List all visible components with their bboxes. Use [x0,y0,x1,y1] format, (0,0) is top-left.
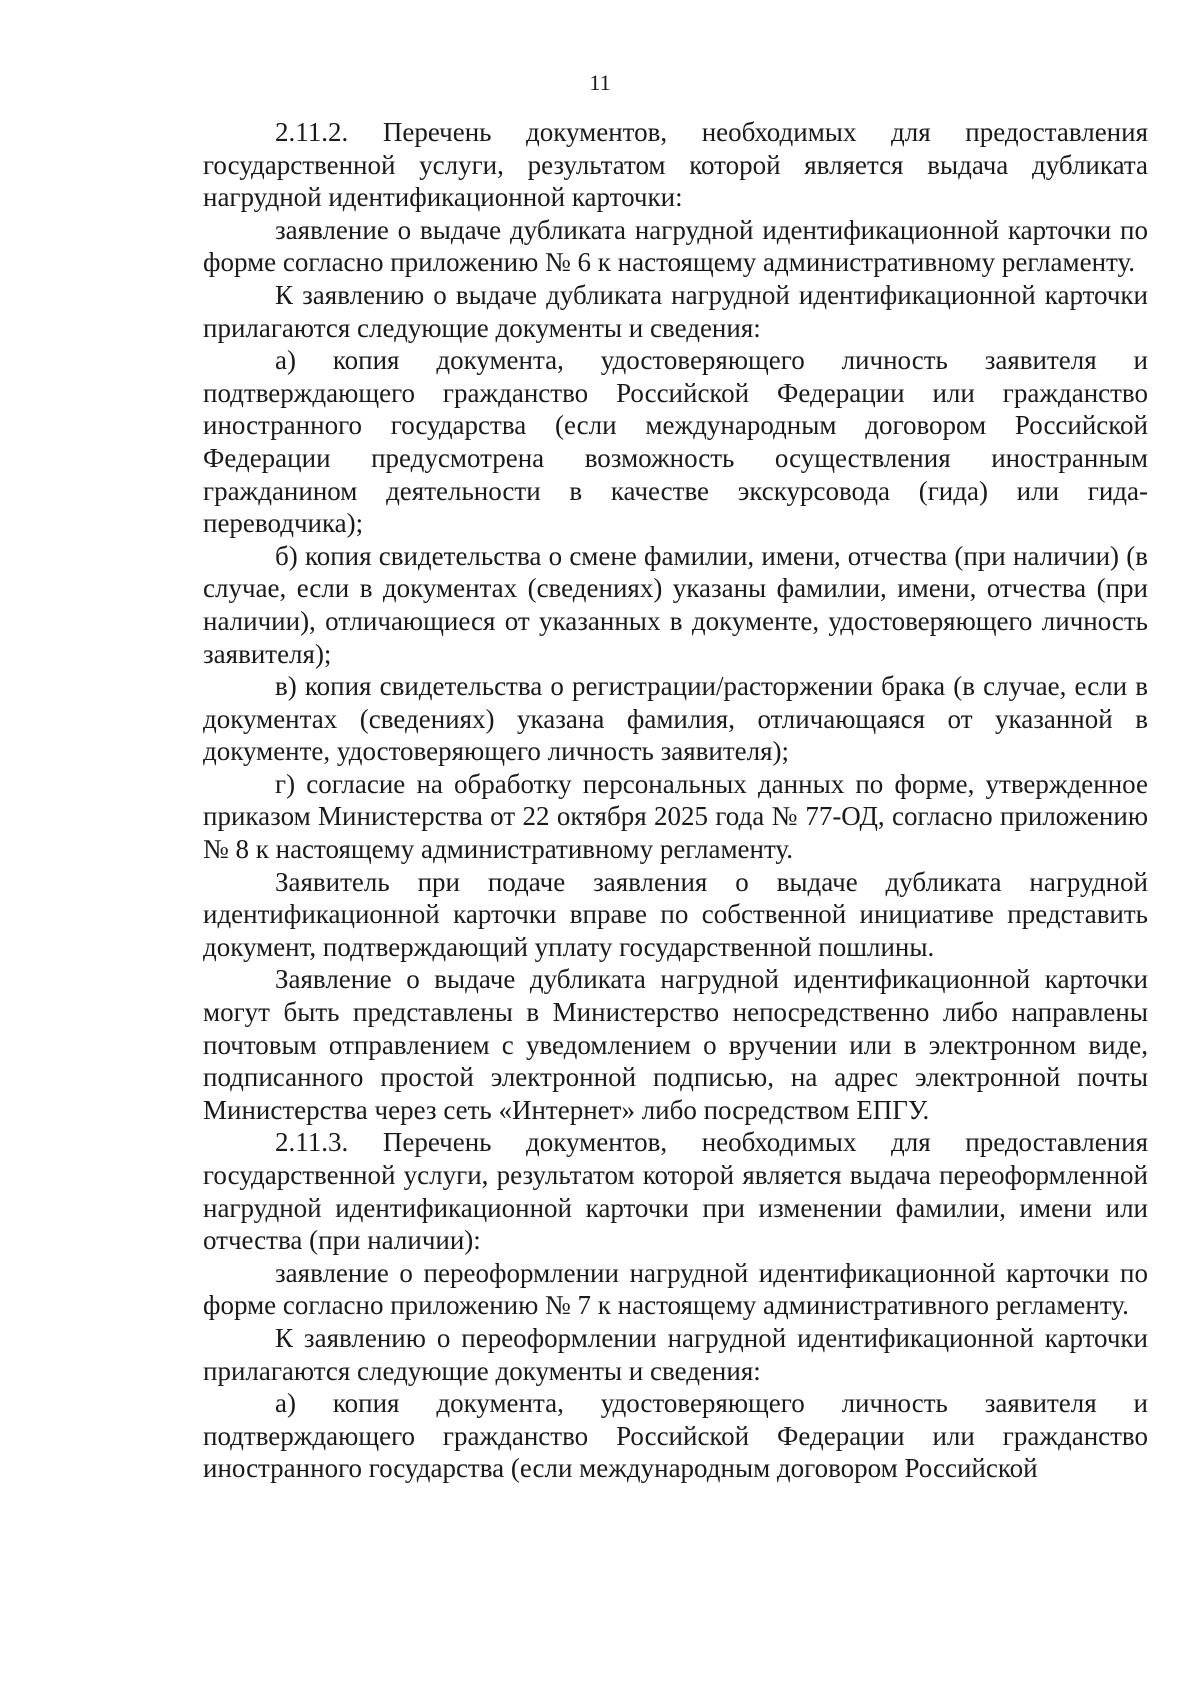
list-item-b-name-change-certificate: б) копия свидетельства о смене фамилии, имени, отчества (при наличии) (в случае, если в документах (сведениях) указаны фамилии, имени, отчества (при наличии), отличающиеся от указанных в документе, удостоверяющего личность заявителя); [203,540,1148,669]
paragraph-reissue-application: заявление о переоформлении нагрудной идентификационной карточки по форме согласно приложению № 7 к настоящему административного регламенту. [203,1257,1148,1321]
paragraph-duplicate-attachments-intro: К заявлению о выдаче дубликата нагрудной идентификационной карточки прилагаются следующие документы и сведения: [203,279,1148,343]
paragraph-reissue-attachments-intro: К заявлению о переоформлении нагрудной идентификационной карточки прилагаются следующие документы и сведения: [203,1322,1148,1386]
paragraph-2-11-2-heading: 2.11.2. Перечень документов, необходимых для предоставления государственной услуги, результатом которой является выдача дубликата нагрудной идентификационной карточки: [203,117,1148,213]
list-item-a-identity-document: а) копия документа, удостоверяющего личность заявителя и подтверждающего гражданство Российской Федерации или гражданство иностранного государства (если международным договором Российской Федерации предусмотрена возможность осуществления иностранным гражданином деятельности в качестве экскурсовода (гида) или гида-переводчика); [203,345,1148,539]
list-item-v-marriage-certificate: в) копия свидетельства о регистрации/расторжении брака (в случае, если в документах (сведениях) указана фамилия, отличающаяся от указанной в документе, удостоверяющего личность заявителя); [203,671,1148,767]
paragraph-duplicate-application: заявление о выдаче дубликата нагрудной идентификационной карточки по форме согласно приложению № 6 к настоящему административному регламенту. [203,214,1148,278]
list-item-a-identity-document-reissue: а) копия документа, удостоверяющего личность заявителя и подтверждающего гражданство Российской Федерации или гражданство иностранного государства (если международным договором Российской [203,1388,1148,1484]
paragraph-submission-methods: Заявление о выдаче дубликата нагрудной идентификационной карточки могут быть представлены в Министерство непосредственно либо направлены почтовым отправлением с уведомлением о вручении или в электронном виде, подписанного простой электронной подписью, на адрес электронной почты Министерства через сеть «Интернет» либо посредством ЕПГУ. [203,964,1148,1125]
page-number: 11 [589,70,611,95]
paragraph-state-fee: Заявитель при подаче заявления о выдаче дубликата нагрудной идентификационной карточки вправе по собственной инициативе представить документ, подтверждающий уплату государственной пошлины. [203,866,1148,962]
paragraph-2-11-3-heading: 2.11.3. Перечень документов, необходимых для предоставления государственной услуги, результатом которой является выдача переоформленной нагрудной идентификационной карточки при изменении фамилии, имени или отчества (при наличии): [203,1127,1148,1256]
document-body [203,116,1148,1485]
list-item-g-personal-data-consent: г) согласие на обработку персональных данных по форме, утвержденное приказом Министерства от 22 октября 2025 года № 77-ОД, согласно приложению № 8 к настоящему административному регламенту. [203,768,1148,865]
